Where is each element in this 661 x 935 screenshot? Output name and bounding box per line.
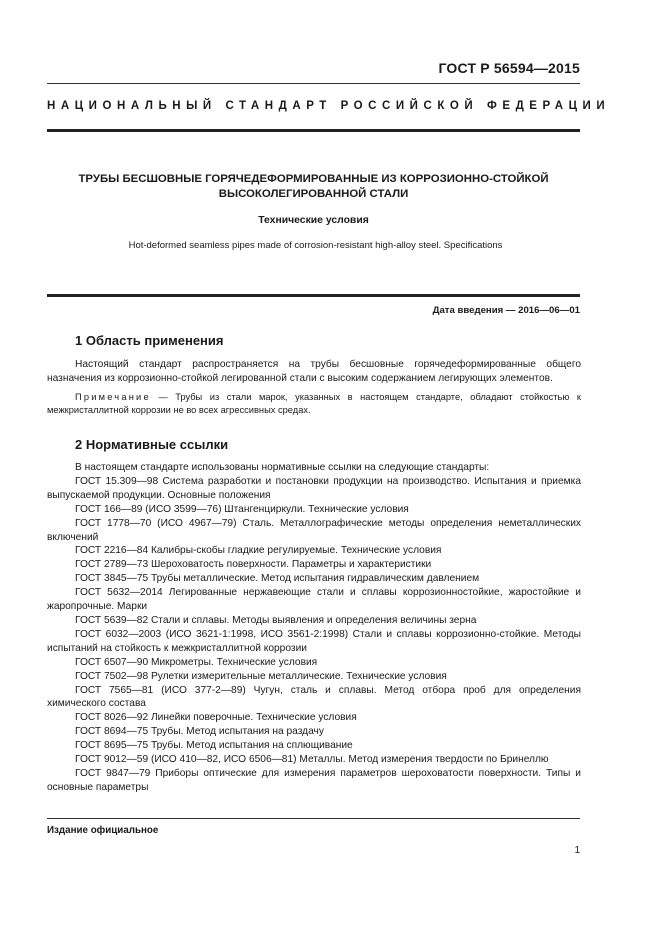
document-subtitle: Технические условия (258, 215, 369, 226)
national-standard-heading: НАЦИОНАЛЬНЫЙ СТАНДАРТ РОССИЙСКОЙ ФЕДЕРАЦИИ (47, 100, 611, 112)
introduction-date: Дата введения — 2016—06—01 (432, 305, 580, 316)
reference-item: ГОСТ 8695—75 Трубы. Метод испытания на сплющивание (75, 740, 353, 752)
reference-item: ГОСТ 7502—98 Рулетки измерительные металлические. Технические условия (75, 670, 447, 682)
footer-rule (47, 818, 580, 819)
reference-item: ГОСТ 166—89 (ИСО 3599—76) Штангенциркули. Технические условия (75, 503, 409, 515)
reference-item: ГОСТ 8026—92 Линейки поверочные. Технические условия (75, 712, 357, 724)
reference-item: ГОСТ 9012—59 (ИСО 410—82, ИСО 6506—81) Металлы. Метод измерения твердости по Бринеллю (75, 754, 549, 766)
top-rule (47, 83, 580, 84)
section1-note (47, 391, 581, 416)
reference-item: ГОСТ 7565—81 (ИСО 377-2—89) Чугун, сталь и сплавы. Метод отбора проб для определения химического состава (47, 684, 581, 710)
title-bottom-rule (47, 294, 580, 297)
reference-item: ГОСТ 5632—2014 Легированные нержавеющие стали и сплавы коррозионностойкие, жаростойкие и жаропрочные. Марки (47, 587, 581, 613)
document-title-line1: ТРУБЫ БЕСШОВНЫЕ ГОРЯЧЕДЕФОРМИРОВАННЫЕ ИЗ КОРРОЗИОННО-СТОЙКОЙ (78, 173, 549, 185)
references-intro: В настоящем стандарте использованы нормативные ссылки на следующие стандарты: (75, 462, 490, 473)
document-title-english: Hot-deformed seamless pipes made of corrosion-resistant high-alloy steel. Specifications (128, 240, 503, 251)
section2-title: 2 Нормативные ссылки (75, 437, 229, 452)
reference-item: ГОСТ 2216—84 Калибры-скобы гладкие регулируемые. Технические условия (75, 545, 442, 557)
title-rule (47, 129, 580, 132)
page-number: 1 (574, 845, 580, 856)
document-title (60, 172, 567, 202)
normative-references-list (47, 461, 581, 795)
reference-item: ГОСТ 15.309—98 Система разработки и постановки продукции на производство. Испытания и приемка выпускаемой продукции. Основные положения (47, 475, 581, 501)
document-title-line2: ВЫСОКОЛЕГИРОВАННОЙ СТАЛИ (218, 188, 409, 200)
note-label: Примечание (75, 392, 151, 402)
official-edition-label: Издание официальное (47, 825, 159, 836)
reference-item: ГОСТ 9847—79 Приборы оптические для измерения параметров шероховатости поверхности. Типы и основные параметры (47, 767, 581, 793)
section1-text: Настоящий стандарт распространяется на трубы бесшовные горячедеформированные общего назначения из коррозионно-стойкой легированной стали с высоким содержанием легирующих элементов. (47, 359, 581, 384)
reference-item: ГОСТ 5639—82 Стали и сплавы. Методы выявления и определения величины зерна (75, 614, 477, 626)
reference-item: ГОСТ 3845—75 Трубы металлические. Метод испытания гидравлическим давлением (75, 573, 480, 585)
reference-item: ГОСТ 6507—90 Микрометры. Технические условия (75, 656, 318, 668)
reference-item: ГОСТ 1778—70 (ИСО 4967—79) Сталь. Металлографические методы определения неметаллических включений (47, 517, 581, 543)
reference-item: ГОСТ 2789—73 Шероховатость поверхности. Параметры и характеристики (75, 559, 432, 571)
reference-item: ГОСТ 8694—75 Трубы. Метод испытания на раздачу (75, 726, 324, 738)
note-text: — Трубы из стали марок, указанных в настоящем стандарте, обладают стойкостью к межкристаллитной коррозии не во всех агрессивных средах. (47, 392, 581, 415)
gost-code: ГОСТ Р 56594—2015 (438, 60, 580, 76)
section1-title: 1 Область применения (75, 333, 224, 348)
reference-item: ГОСТ 6032—2003 (ИСО 3621-1:1998, ИСО 3561-2:1998) Стали и сплавы коррозионно-стойкие. Методы испытаний на стойкость к межкристаллитной коррозии (47, 628, 581, 654)
